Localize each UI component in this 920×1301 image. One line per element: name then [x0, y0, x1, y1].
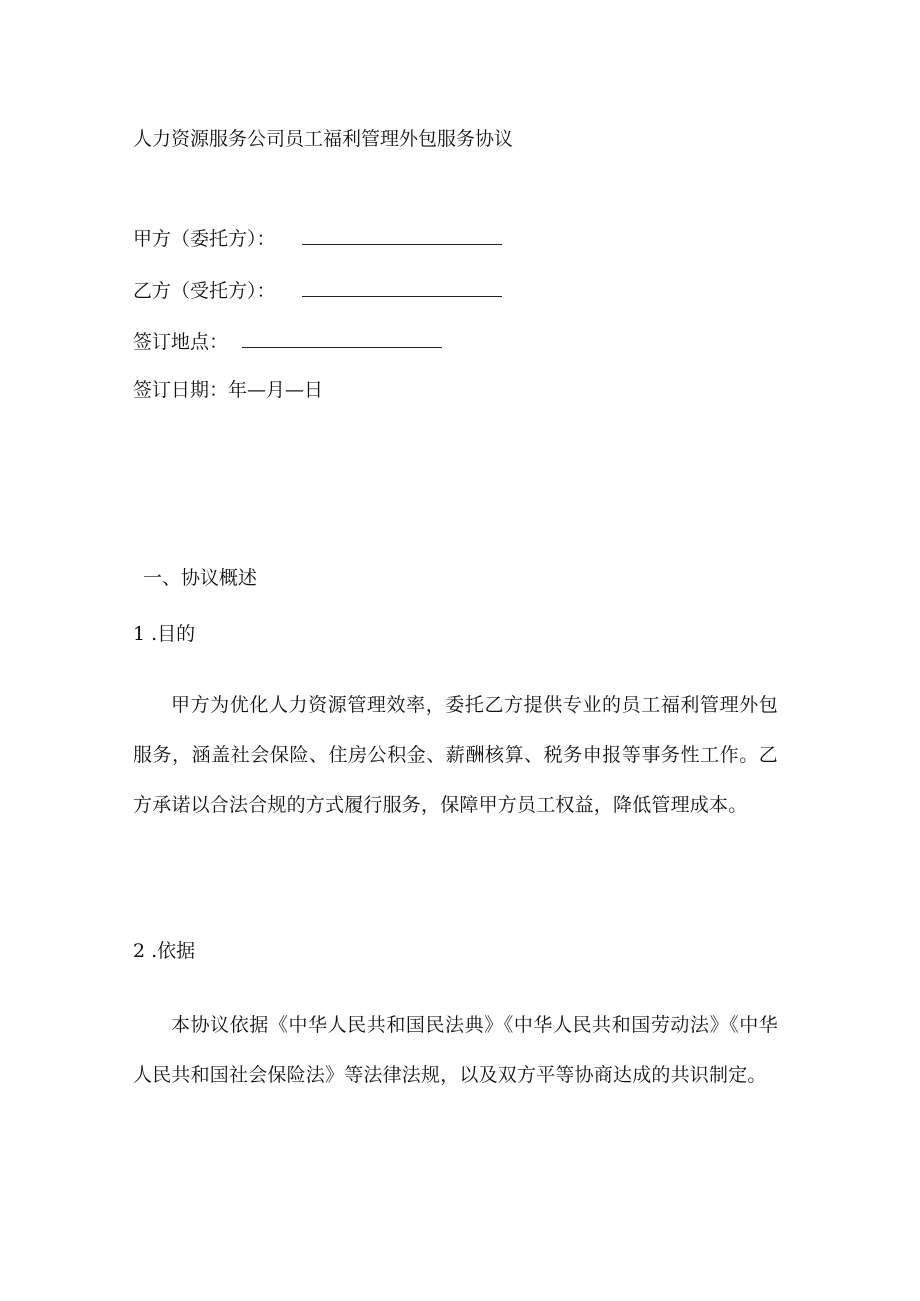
party-a-label: 甲方（委托方）： — [133, 228, 276, 250]
signing-place-row — [133, 329, 442, 354]
signing-place-blank — [242, 329, 442, 348]
subheading-purpose: 1 .目的 — [133, 623, 196, 645]
party-b-row — [133, 278, 502, 303]
paragraph-basis: 本协议依据《中华人民共和国民法典》《中华人民共和国劳动法》《中华人民共和国社会保险法》等法律法规，以及双方平等协商达成的共识制定。 — [133, 1014, 778, 1086]
party-a-row — [133, 226, 502, 251]
subheading-basis: 2 .依据 — [133, 940, 196, 962]
document-title: 人力资源服务公司员工福利管理外包服务协议 — [133, 128, 514, 150]
section-heading-overview: 一、协议概述 — [143, 567, 258, 589]
party-b-blank — [302, 278, 502, 297]
party-a-blank — [302, 226, 502, 245]
signing-date-line: 签订日期：年—月—日 — [133, 379, 324, 401]
signing-place-label: 签订地点： — [133, 331, 229, 353]
paragraph-purpose: 甲方为优化人力资源管理效率，委托乙方提供专业的员工福利管理外包服务，涵盖社会保险、住房公积金、薪酬核算、税务申报等事务性工作。乙方承诺以合法合规的方式履行服务，保障甲方员工权益，降低管理成本。 — [133, 694, 778, 816]
party-b-label: 乙方（受托方）： — [133, 280, 276, 302]
